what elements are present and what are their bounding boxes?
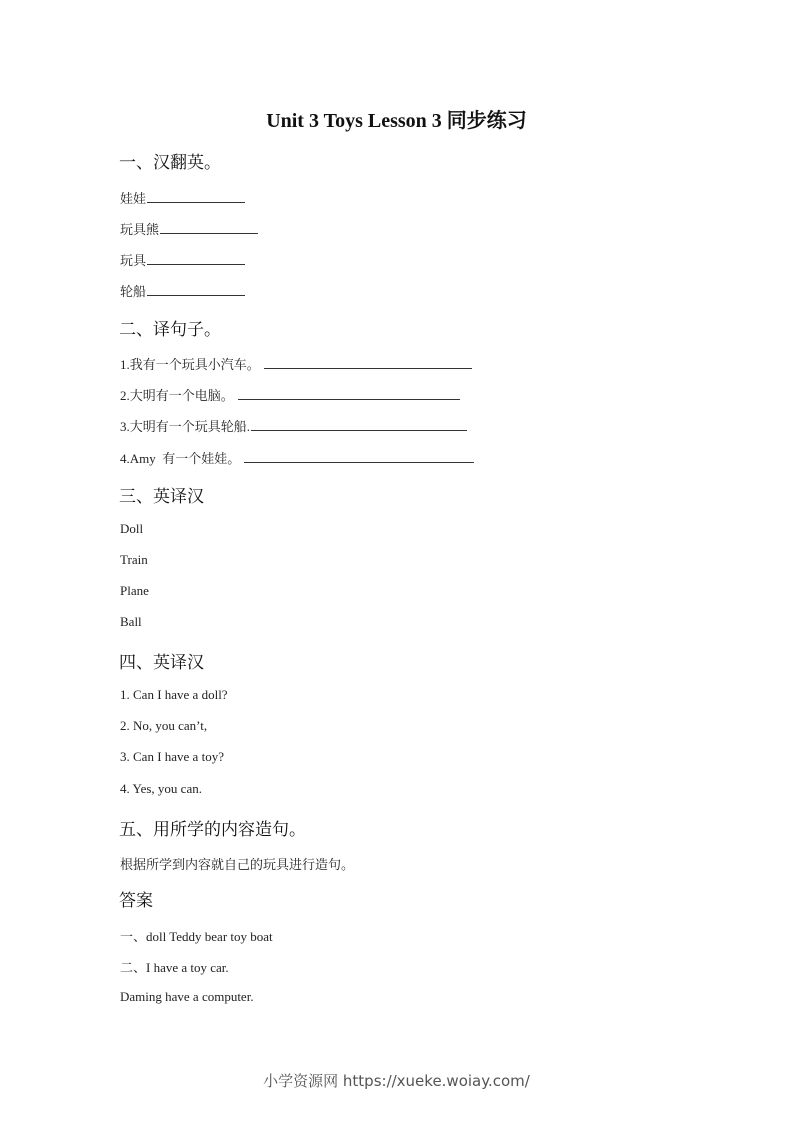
answer-blank[interactable] bbox=[264, 356, 472, 369]
s1-item-text: 娃娃 bbox=[120, 191, 147, 206]
s3-item: Plane bbox=[120, 583, 149, 598]
s1-item bbox=[120, 219, 258, 238]
s1-item-text: 玩具 bbox=[120, 253, 147, 268]
answer-blank[interactable] bbox=[160, 221, 258, 234]
answer-item: 二、I have a toy car. bbox=[120, 960, 229, 975]
answer-blank[interactable] bbox=[147, 190, 245, 203]
s2-item-text: 1.我有一个玩具小汽车。 bbox=[120, 357, 260, 372]
s5-instruction: 根据所学到内容就自己的玩具进行造句。 bbox=[120, 857, 355, 872]
s4-item: 4. Yes, you can. bbox=[120, 781, 202, 796]
s3-item: Train bbox=[120, 552, 148, 567]
s4-item: 1. Can I have a doll? bbox=[120, 687, 228, 702]
answers-heading: 答案 bbox=[119, 891, 153, 911]
s1-item bbox=[120, 250, 245, 269]
s2-item-text: 3.大明有一个玩具轮船. bbox=[120, 419, 251, 434]
s1-item-text: 玩具熊 bbox=[120, 222, 160, 237]
footer-watermark: 小学资源网 https://xueke.woiay.com/ bbox=[263, 1072, 530, 1090]
answer-item: Daming have a computer. bbox=[120, 989, 254, 1004]
s2-item-text: 2.大明有一个电脑。 bbox=[120, 388, 234, 403]
s3-item: Ball bbox=[120, 614, 142, 629]
answer-item: 一、doll Teddy bear toy boat bbox=[120, 929, 273, 944]
section-4-heading: 四、英译汉 bbox=[119, 653, 204, 673]
s4-item: 3. Can I have a toy? bbox=[120, 749, 224, 764]
s4-item: 2. No, you can’t, bbox=[120, 718, 208, 733]
s2-item-text: 4.Amy 有一个娃娃。 bbox=[120, 451, 241, 466]
s2-item bbox=[120, 354, 472, 373]
s1-item bbox=[120, 188, 245, 207]
answer-blank[interactable] bbox=[147, 283, 245, 296]
s1-item bbox=[120, 281, 245, 300]
section-3-heading: 三、英译汉 bbox=[119, 487, 204, 507]
page-title: Unit 3 Toys Lesson 3 同步练习 bbox=[266, 110, 527, 132]
answer-blank[interactable] bbox=[238, 387, 460, 400]
s2-item bbox=[120, 416, 467, 435]
answer-blank[interactable] bbox=[251, 418, 467, 431]
answer-blank[interactable] bbox=[147, 252, 245, 265]
s2-item bbox=[120, 448, 474, 467]
answer-blank[interactable] bbox=[244, 450, 474, 463]
section-5-heading: 五、用所学的内容造句。 bbox=[119, 820, 306, 840]
s3-item: Doll bbox=[120, 521, 144, 536]
section-2-heading: 二、译句子。 bbox=[119, 320, 221, 340]
s1-item-text: 轮船 bbox=[120, 284, 147, 299]
section-1-heading: 一、汉翻英。 bbox=[119, 153, 221, 173]
s2-item bbox=[120, 385, 460, 404]
